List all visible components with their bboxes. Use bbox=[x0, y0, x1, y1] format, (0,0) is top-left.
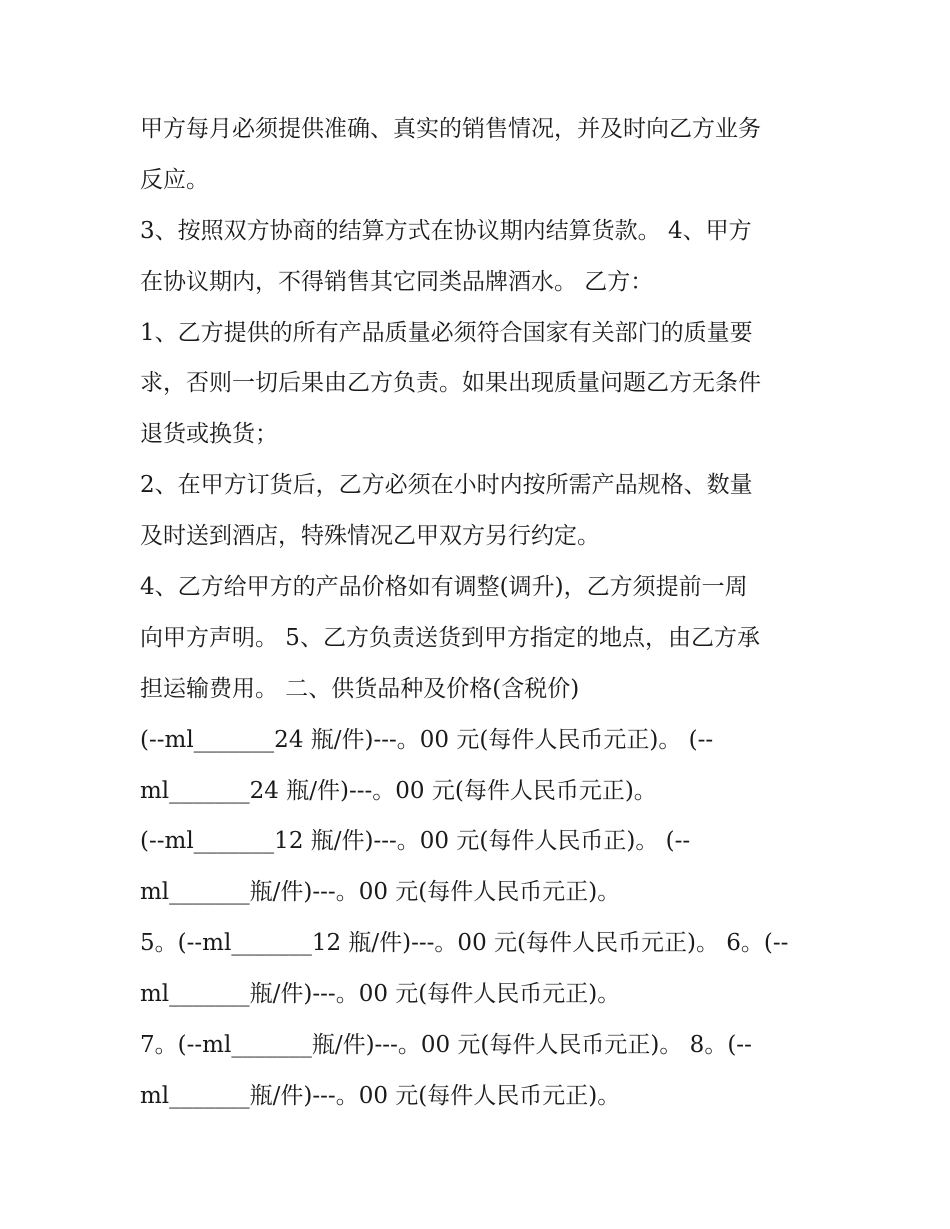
text-line: 2、在甲方订货后，乙方必须在小时内按所需产品规格、数量 bbox=[140, 472, 753, 499]
text-line: 求，否则一切后果由乙方负责。如果出现质量问题乙方无条件 bbox=[140, 370, 761, 397]
price-line: ml_______瓶/件)---。00 元(每件人民币元正)。 bbox=[140, 981, 621, 1008]
price-line: ml_______瓶/件)---。00 元(每件人民币元正)。 bbox=[140, 1082, 621, 1109]
price-line: (--ml_______12 瓶/件)---。00 元(每件人民币正)。 (-- bbox=[140, 828, 691, 855]
text-line: 4、乙方给甲方的产品价格如有调整(调升)，乙方须提前一周 bbox=[140, 574, 748, 601]
price-line: 5。(--ml_______12 瓶/件)---。00 元(每件人民币元正)。 6。(-- bbox=[140, 930, 789, 957]
price-line: 7。(--ml_______瓶/件)---。00 元(每件人民币元正)。 8。(-- bbox=[140, 1032, 752, 1059]
price-line: ml_______瓶/件)---。00 元(每件人民币元正)。 bbox=[140, 879, 621, 906]
text-line: 向甲方声明。 5、乙方负责送货到甲方指定的地点，由乙方承 bbox=[140, 624, 760, 651]
text-line: 甲方每月必须提供准确、真实的销售情况，并及时向乙方业务 bbox=[140, 116, 761, 142]
price-line: ml_______24 瓶/件)---。00 元(每件人民币元正)。 bbox=[140, 777, 657, 804]
document-body bbox=[140, 104, 820, 1122]
text-line: 反应。 bbox=[140, 166, 209, 193]
text-line: 担运输费用。 二、供货品种及价格(含税价) bbox=[140, 675, 580, 702]
price-line: (--ml_______24 瓶/件)---。00 元(每件人民币元正)。 (-- bbox=[140, 726, 714, 753]
text-line: 在协议期内，不得销售其它同类品牌酒水。 乙方： bbox=[140, 268, 654, 295]
text-line: 3、按照双方协商的结算方式在协议期内结算货款。 4、甲方 bbox=[140, 217, 752, 244]
text-line: 退货或换货； bbox=[140, 421, 278, 448]
text-line: 及时送到酒店，特殊情况乙甲双方另行约定。 bbox=[140, 523, 600, 550]
text-line: 1、乙方提供的所有产品质量必须符合国家有关部门的质量要 bbox=[140, 319, 753, 346]
